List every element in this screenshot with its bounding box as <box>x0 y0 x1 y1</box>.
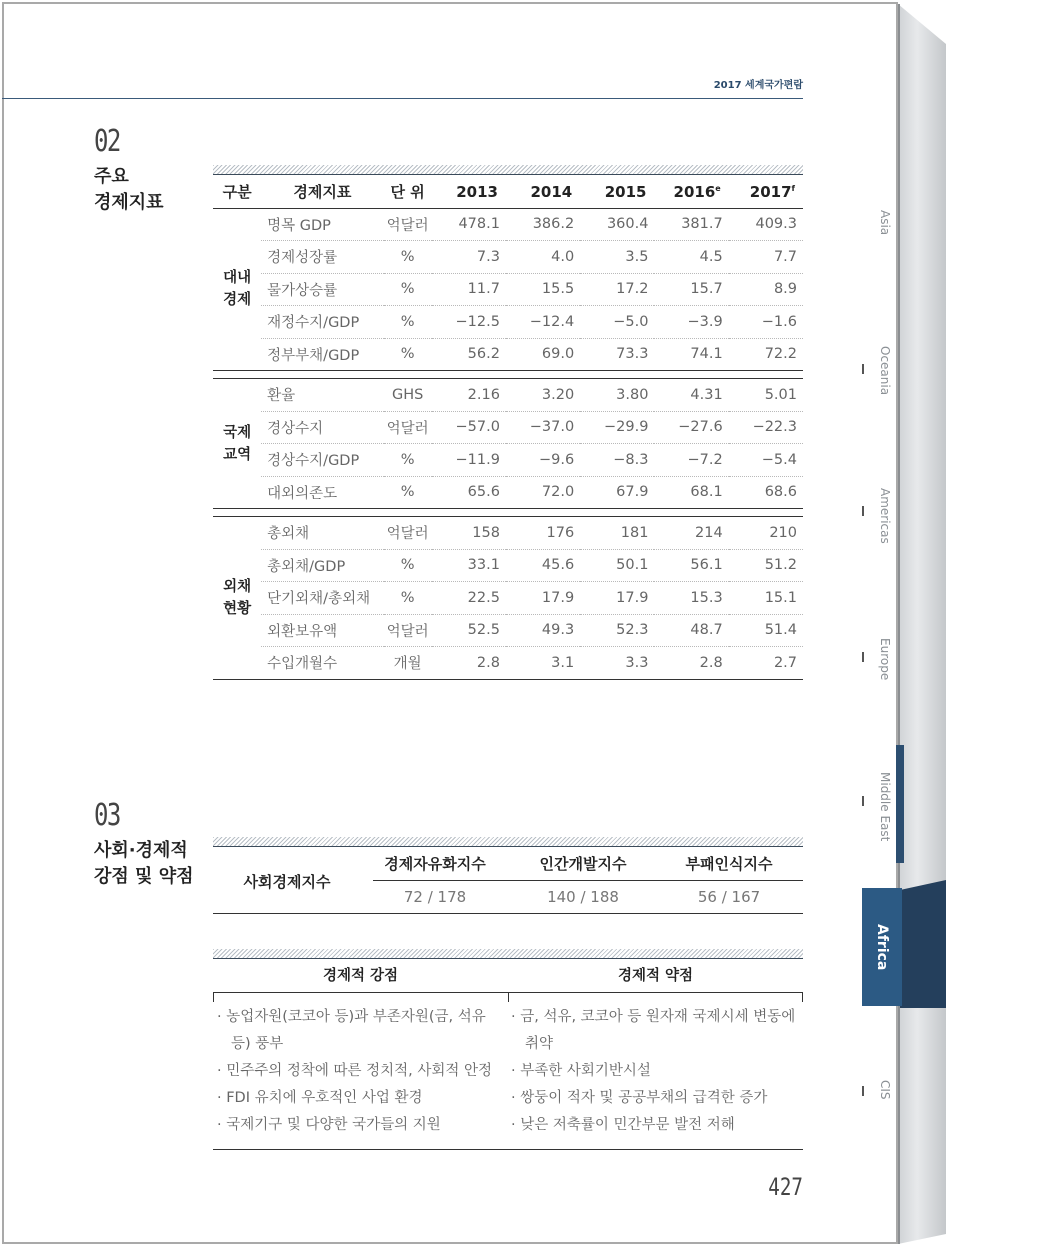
indicator-name: 경상수지 <box>261 411 383 444</box>
indicator-value: 17.2 <box>580 273 654 306</box>
list-item: · 금, 석유, 코코아 등 원자재 국제시세 변동에 취약 <box>511 1004 801 1058</box>
table-row <box>213 444 803 477</box>
col-2013: 2013 <box>432 176 506 208</box>
indicator-value: 15.3 <box>654 582 728 615</box>
indicator-unit: % <box>384 241 432 274</box>
indicator-unit: 억달러 <box>384 208 432 241</box>
indicator-value: 67.9 <box>580 476 654 509</box>
indicator-unit: % <box>384 476 432 509</box>
col-group: 구분 <box>213 176 261 208</box>
indicator-value: −57.0 <box>432 411 506 444</box>
indicator-value: 5.01 <box>729 379 803 412</box>
list-item: · 농업자원(코코아 등)과 부존자원(금, 석유 등) 풍부 <box>217 1004 507 1058</box>
indicator-name: 정부부채/GDP <box>261 338 383 371</box>
tab-cis[interactable]: CIS <box>878 1080 892 1100</box>
list-item: · 민주주의 정착에 따른 정치적, 사회적 안정 <box>217 1058 507 1085</box>
indicator-value: 4.0 <box>506 241 580 274</box>
table-row <box>213 517 803 550</box>
col-unit: 단 위 <box>384 176 432 208</box>
tab-africa-edge <box>900 880 946 1008</box>
indicator-unit: % <box>384 273 432 306</box>
page-number: 427 <box>768 1173 803 1201</box>
group-label: 대내 경제 <box>213 208 261 371</box>
indicator-value: −5.4 <box>729 444 803 477</box>
tab-oceania[interactable]: Oceania <box>878 346 892 396</box>
table-row <box>213 549 803 582</box>
weaknesses-list <box>511 1004 801 1139</box>
indicator-value: 68.6 <box>729 476 803 509</box>
list-item: · 국제기구 및 다양한 국가들의 지원 <box>217 1112 507 1139</box>
indicator-unit: GHS <box>384 379 432 412</box>
indicator-name: 총외채/GDP <box>261 549 383 582</box>
indicator-unit: % <box>384 306 432 339</box>
indicator-value: 65.6 <box>432 476 506 509</box>
indicator-value: −12.4 <box>506 306 580 339</box>
indicator-value: 51.2 <box>729 549 803 582</box>
index-hatch-band <box>213 837 803 847</box>
table-row <box>213 614 803 647</box>
indicator-name: 환율 <box>261 379 383 412</box>
indicator-value: −27.6 <box>654 411 728 444</box>
list-item: · 쌍둥이 적자 및 공공부채의 급격한 증가 <box>511 1085 801 1112</box>
strengths-list <box>217 1004 507 1139</box>
table-row <box>213 208 803 241</box>
book-edge-line <box>898 4 900 1244</box>
list-item: · FDI 유치에 우호적인 사업 환경 <box>217 1085 507 1112</box>
weaknesses-header: 경제적 약점 <box>617 968 694 984</box>
indicator-value: −12.5 <box>432 306 506 339</box>
indicator-unit: 개월 <box>384 647 432 680</box>
strengths-header: 경제적 강점 <box>322 968 399 984</box>
indicator-unit: 억달러 <box>384 614 432 647</box>
indicator-value: 2.8 <box>432 647 506 680</box>
indicator-value: 4.5 <box>654 241 728 274</box>
economic-indicators-table <box>213 176 803 680</box>
header-rule <box>2 98 803 99</box>
table-row <box>213 647 803 680</box>
indicator-name: 경상수지/GDP <box>261 444 383 477</box>
indicator-value: 69.0 <box>506 338 580 371</box>
section-number-03: 03 <box>94 798 120 833</box>
indicator-value: 210 <box>729 517 803 550</box>
indicator-unit: % <box>384 549 432 582</box>
indicator-value: −22.3 <box>729 411 803 444</box>
indicator-value: 176 <box>506 517 580 550</box>
indicator-unit: 억달러 <box>384 411 432 444</box>
indicator-name: 수입개월수 <box>261 647 383 680</box>
indicator-value: −7.2 <box>654 444 728 477</box>
sw-hatch-band <box>213 949 803 959</box>
socio-economic-index-table <box>213 848 803 914</box>
index-economic-freedom: 경제자유화지수 72 / 178 <box>384 855 486 906</box>
running-head: 2017 세계국가편람 <box>713 80 803 91</box>
tab-asia[interactable]: Asia <box>878 210 892 236</box>
indicator-value: 478.1 <box>432 208 506 241</box>
indicator-name: 총외채 <box>261 517 383 550</box>
table-header-row <box>213 176 803 208</box>
indicator-value: 52.3 <box>580 614 654 647</box>
tab-middle-east-edge <box>896 745 904 863</box>
indicator-value: 8.9 <box>729 273 803 306</box>
indicator-value: 48.7 <box>654 614 728 647</box>
section-title-strengths-weaknesses: 사회·경제적 강점 및 약점 <box>94 840 194 887</box>
indicator-value: 386.2 <box>506 208 580 241</box>
indicator-value: 15.7 <box>654 273 728 306</box>
indicator-value: 181 <box>580 517 654 550</box>
table-row <box>213 379 803 412</box>
table-row <box>213 241 803 274</box>
indicator-unit: % <box>384 582 432 615</box>
indicator-value: 45.6 <box>506 549 580 582</box>
indicator-value: 158 <box>432 517 506 550</box>
indicator-value: −11.9 <box>432 444 506 477</box>
index-human-development: 인간개발지수 140 / 188 <box>539 855 627 906</box>
indicator-name: 외환보유액 <box>261 614 383 647</box>
tab-americas[interactable]: Americas <box>878 488 892 544</box>
indicator-unit: 억달러 <box>384 517 432 550</box>
indicator-value: −5.0 <box>580 306 654 339</box>
indicator-value: 72.2 <box>729 338 803 371</box>
indicator-value: −3.9 <box>654 306 728 339</box>
indicator-value: 22.5 <box>432 582 506 615</box>
tab-middle-east[interactable]: Middle East <box>878 772 892 842</box>
book-page-edges <box>898 4 946 1244</box>
indicator-value: −9.6 <box>506 444 580 477</box>
table-row <box>213 338 803 371</box>
indicator-unit: % <box>384 444 432 477</box>
indicator-value: 15.1 <box>729 582 803 615</box>
col-2016: 2016e <box>654 176 728 208</box>
indicator-value: 2.7 <box>729 647 803 680</box>
indicator-value: 7.7 <box>729 241 803 274</box>
indicator-value: 56.2 <box>432 338 506 371</box>
indicator-value: 51.4 <box>729 614 803 647</box>
indicator-name: 물가상승률 <box>261 273 383 306</box>
indicator-value: 409.3 <box>729 208 803 241</box>
indicator-value: 72.0 <box>506 476 580 509</box>
col-2014: 2014 <box>506 176 580 208</box>
list-item: · 부족한 사회기반시설 <box>511 1058 801 1085</box>
indicator-value: 214 <box>654 517 728 550</box>
indicator-value: 3.5 <box>580 241 654 274</box>
indicator-unit: % <box>384 338 432 371</box>
indicator-value: 2.16 <box>432 379 506 412</box>
table-row <box>213 582 803 615</box>
indicator-name: 대외의존도 <box>261 476 383 509</box>
indicator-value: 74.1 <box>654 338 728 371</box>
indicator-value: 33.1 <box>432 549 506 582</box>
group-label: 외채 현황 <box>213 517 261 680</box>
table-row <box>213 273 803 306</box>
section-number-02: 02 <box>94 124 120 159</box>
indicator-value: 11.7 <box>432 273 506 306</box>
section-title-economic-indicators: 주요 경제지표 <box>94 166 164 213</box>
indicator-value: 56.1 <box>654 549 728 582</box>
indicator-value: −37.0 <box>506 411 580 444</box>
strengths-weaknesses-table <box>213 960 803 1150</box>
group-separator <box>213 509 803 517</box>
indicator-value: 3.3 <box>580 647 654 680</box>
indicator-value: 17.9 <box>580 582 654 615</box>
indicator-value: 3.80 <box>580 379 654 412</box>
indicator-value: −8.3 <box>580 444 654 477</box>
indicator-value: 68.1 <box>654 476 728 509</box>
table-row <box>213 306 803 339</box>
indicator-name: 명목 GDP <box>261 208 383 241</box>
list-item: · 낮은 저축률이 민간부문 발전 저해 <box>511 1112 801 1139</box>
tab-africa[interactable]: Africa <box>862 888 902 1006</box>
table-row <box>213 476 803 509</box>
indicator-value: 2.8 <box>654 647 728 680</box>
indicator-value: 52.5 <box>432 614 506 647</box>
indicator-value: 50.1 <box>580 549 654 582</box>
table-hatch-band <box>213 165 803 175</box>
indicator-value: −1.6 <box>729 306 803 339</box>
col-2017: 2017$^f$ <box>729 176 803 208</box>
indicator-value: 73.3 <box>580 338 654 371</box>
indicator-value: 381.7 <box>654 208 728 241</box>
group-label: 국제 교역 <box>213 379 261 509</box>
indicator-value: 15.5 <box>506 273 580 306</box>
index-corruption-perception: 부패인식지수 56 / 167 <box>685 855 773 906</box>
col-2015: 2015 <box>580 176 654 208</box>
indicator-value: 3.20 <box>506 379 580 412</box>
group-separator <box>213 371 803 379</box>
indicator-name: 재정수지/GDP <box>261 306 383 339</box>
index-label: 사회경제지수 <box>243 872 331 891</box>
indicator-name: 경제성장률 <box>261 241 383 274</box>
tab-europe[interactable]: Europe <box>878 638 892 681</box>
indicator-value: 360.4 <box>580 208 654 241</box>
indicator-value: 7.3 <box>432 241 506 274</box>
indicator-value: 4.31 <box>654 379 728 412</box>
indicator-name: 단기외채/총외채 <box>261 582 383 615</box>
indicator-value: 17.9 <box>506 582 580 615</box>
table-row <box>213 411 803 444</box>
indicator-value: −29.9 <box>580 411 654 444</box>
indicator-value: 3.1 <box>506 647 580 680</box>
col-indicator: 경제지표 <box>261 176 383 208</box>
indicator-value: 49.3 <box>506 614 580 647</box>
